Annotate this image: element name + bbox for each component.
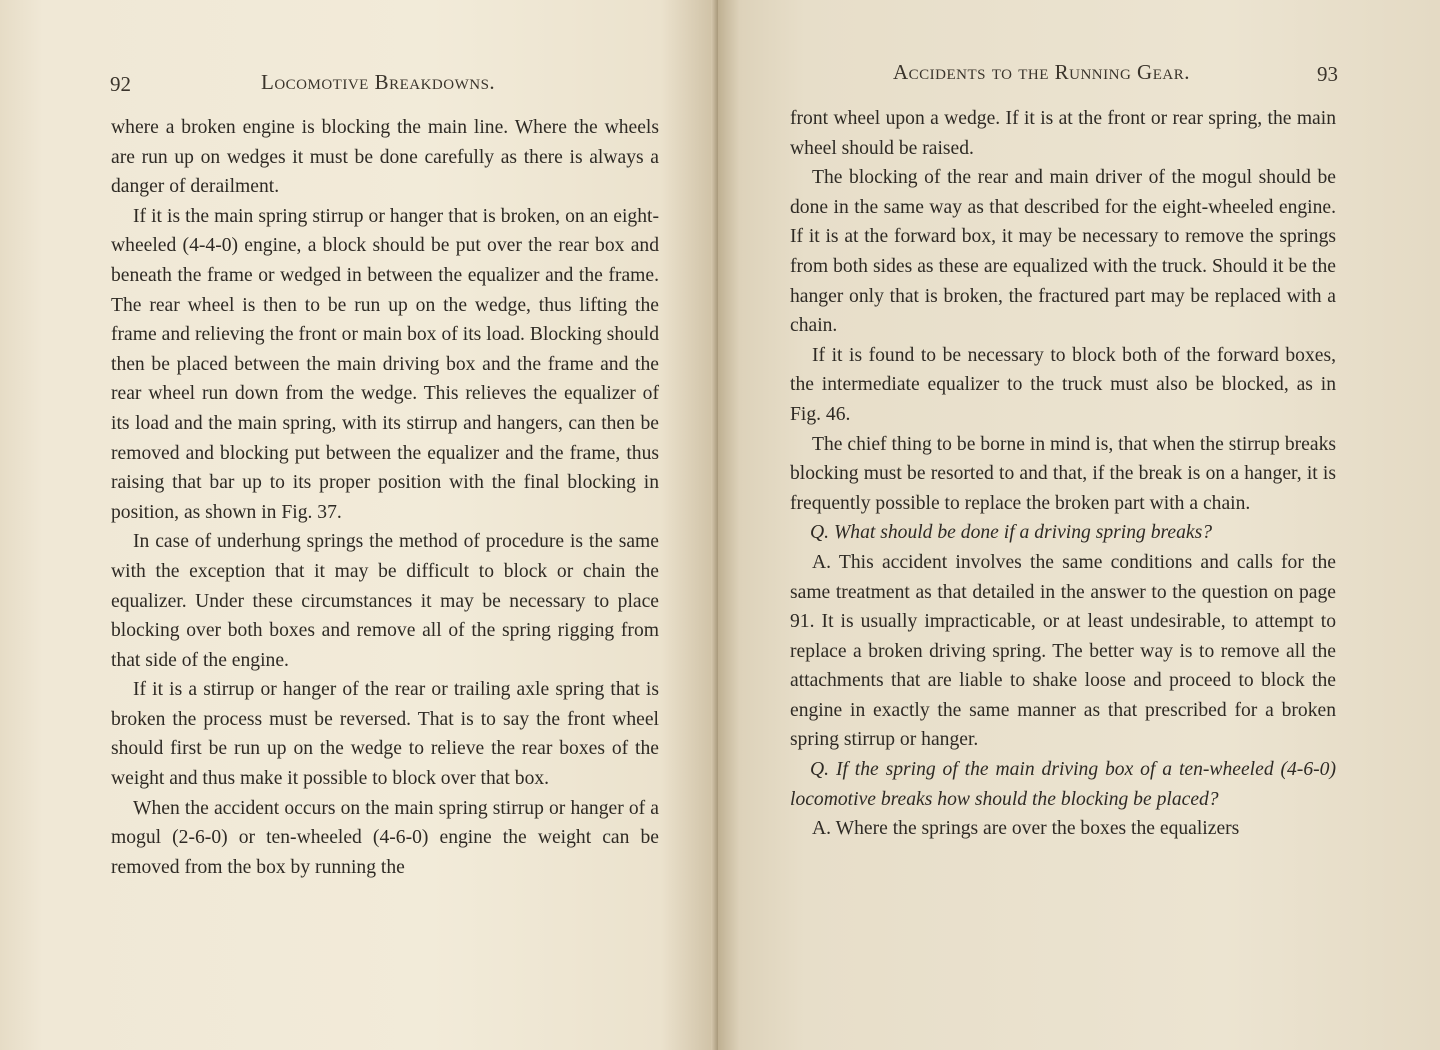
- paragraph: If it is the main spring stirrup or hanger that is broken, on an eight-wheeled (4-4-0) engine, a block should be put over the rear box and beneath the frame or wedged in between the equalizer and the frame. The rear wheel is then to be run up on the wedge, thus lifting the frame and relieving the front or main box of its load. Blocking should then be placed between the main driving box and the frame and the rear wheel run down from the wedge. This relieves the equalizer of its load and the main spring, with its stirrup and hangers, can then be removed and blocking put between the equalizer and the frame, thus raising that bar up to its proper position with the final blocking in position, as shown in Fig. 37.: [111, 205, 659, 523]
- paragraph: If it is a stirrup or hanger of the rear or trailing axle spring that is broken the process must be reversed. That is to say the front wheel should first be run up on the wedge to relieve the rear boxes of the weight and thus make it possible to block over that box.: [111, 679, 659, 790]
- paragraph: where a broken engine is blocking the main line. Where the wheels are run up on wedges it must be done carefully as there is always a danger of derailment.: [111, 117, 659, 198]
- right-body-text: [790, 104, 1336, 844]
- left-page: [0, 0, 718, 1050]
- question-text: What should be done if a driving spring breaks?: [833, 522, 1213, 544]
- left-body-text: [111, 113, 659, 882]
- question-label: Q.: [810, 522, 830, 544]
- question-paragraph: [790, 755, 1336, 814]
- answer-text: This accident involves the same conditions and calls for the same treatment as that detailed in the answer to the question on page 91. It is usually impracticable, or at least undesirable, to attempt to replace a broken driving spring. The better way is to remove all the attachments that are liable to shake loose and proceed to block the engine in exactly the same manner as that prescribed for a broken spring stirrup or hanger.: [790, 551, 1336, 751]
- answer-label: A.: [812, 818, 832, 840]
- paragraph: The blocking of the rear and main driver of the mogul should be done in the same way as that described for the eight-wheeled engine. If it is at the forward box, it may be necessary to remove the springs from both sides as these are equalized with the truck. Should it be the hanger only that is broken, the fractured part may be replaced with a chain.: [790, 167, 1336, 337]
- page-number-right: 93: [1317, 62, 1338, 86]
- answer-paragraph: [790, 548, 1336, 755]
- paragraph: If it is found to be necessary to block both of the forward boxes, the intermediate equalizer to the truck must also be blocked, as in Fig. 46.: [790, 344, 1336, 425]
- paragraph: front wheel upon a wedge. If it is at the front or rear spring, the main wheel should be raised.: [790, 108, 1336, 159]
- running-header-right: Accidents to the Running Gear.: [893, 60, 1190, 84]
- answer-label: A.: [812, 551, 832, 573]
- right-page: [718, 0, 1440, 1050]
- question-label: Q.: [810, 759, 830, 781]
- question-text: If the spring of the main driving box of a ten-wheeled (4-6-0) locomotive breaks how should the blocking be placed?: [790, 759, 1336, 810]
- paragraph: The chief thing to be borne in mind is, that when the stirrup breaks blocking must be resorted to and that, if the break is on a hanger, it is frequently possible to replace the broken part with a chain.: [790, 433, 1336, 514]
- answer-paragraph: [790, 814, 1336, 844]
- answer-text: Where the springs are over the boxes the equalizers: [835, 818, 1240, 840]
- question-paragraph: [790, 518, 1336, 548]
- page-number-left: 92: [110, 72, 131, 96]
- paragraph: When the accident occurs on the main spring stirrup or hanger of a mogul (2-6-0) or ten-wheeled (4-6-0) engine the weight can be removed from the box by running the: [111, 797, 659, 878]
- running-header-left: Locomotive Breakdowns.: [261, 70, 496, 94]
- paragraph: In case of underhung springs the method of procedure is the same with the exception that it may be difficult to block or chain the equalizer. Under these circumstances it may be necessary to place blocking over both boxes and remove all of the spring rigging from that side of the engine.: [111, 531, 659, 671]
